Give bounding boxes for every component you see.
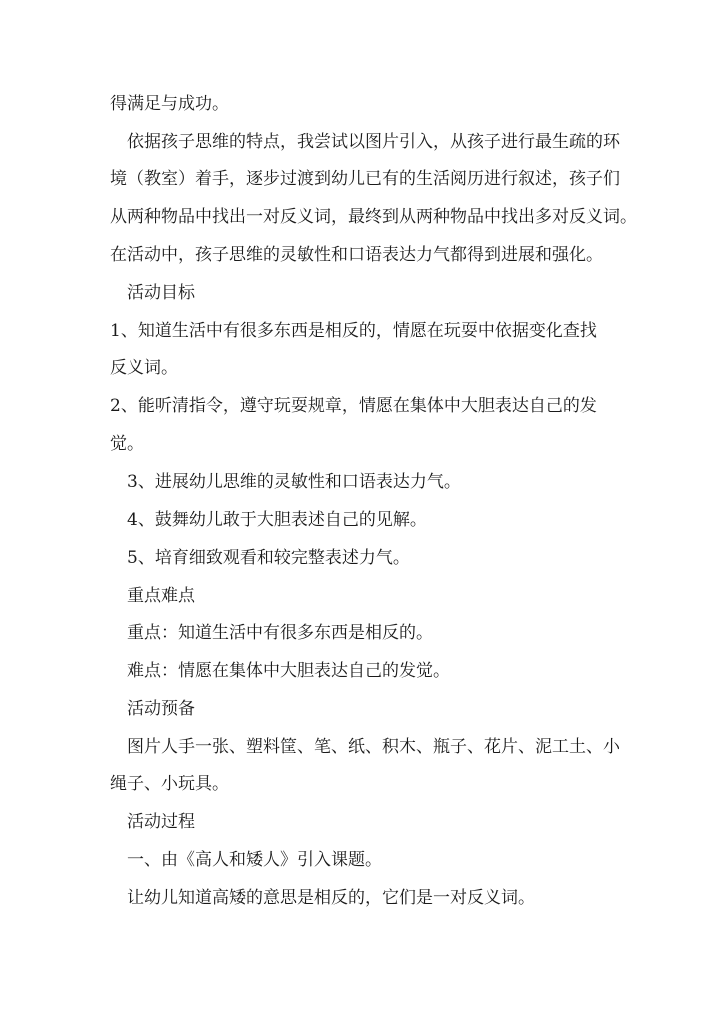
list-item: 4、鼓舞幼儿敢于大胆表述自己的见解。: [127, 510, 427, 530]
paragraph-line: 绳子、小玩具。: [110, 774, 229, 794]
paragraph-line: 从两种物品中找出一对反义词，最终到从两种物品中找出多对反义词。: [110, 207, 637, 227]
text-line: 重点：知道生活中有很多东西是相反的。: [127, 623, 433, 643]
paragraph-line: 境（教室）着手，逐步过渡到幼儿已有的生活阅历进行叙述，孩子们: [110, 169, 620, 189]
text-line: 难点：情愿在集体中大胆表达自己的发觉。: [127, 661, 450, 681]
list-item: 2、能听清指令，遵守玩耍规章，情愿在集体中大胆表达自己的发: [110, 396, 597, 416]
paragraph-line: 图片人手一张、塑料筐、笔、纸、积木、瓶子、花片、泥工土、小: [127, 737, 620, 757]
section-heading: 活动过程: [127, 812, 195, 832]
text-line: 一、由《高人和矮人》引入课题。: [127, 850, 382, 870]
paragraph-line: 依据孩子思维的特点，我尝试以图片引入，从孩子进行最生疏的环: [127, 132, 620, 152]
list-item: 3、进展幼儿思维的灵敏性和口语表达力气。: [127, 472, 461, 492]
section-heading: 活动目标: [127, 283, 195, 303]
list-item: 1、知道生活中有很多东西是相反的，情愿在玩耍中依据变化查找: [110, 321, 597, 341]
list-item-continuation: 觉。: [110, 434, 144, 454]
paragraph-line: 在活动中，孩子思维的灵敏性和口语表达力气都得到进展和强化。: [110, 245, 603, 265]
text-line: 让幼儿知道高矮的意思是相反的，它们是一对反义词。: [127, 888, 535, 908]
text-line: 得满足与成功。: [110, 94, 229, 114]
section-heading: 重点难点: [127, 586, 195, 606]
section-heading: 活动预备: [127, 699, 195, 719]
list-item-continuation: 反义词。: [110, 358, 178, 378]
list-item: 5、培育细致观看和较完整表述力气。: [127, 548, 410, 568]
